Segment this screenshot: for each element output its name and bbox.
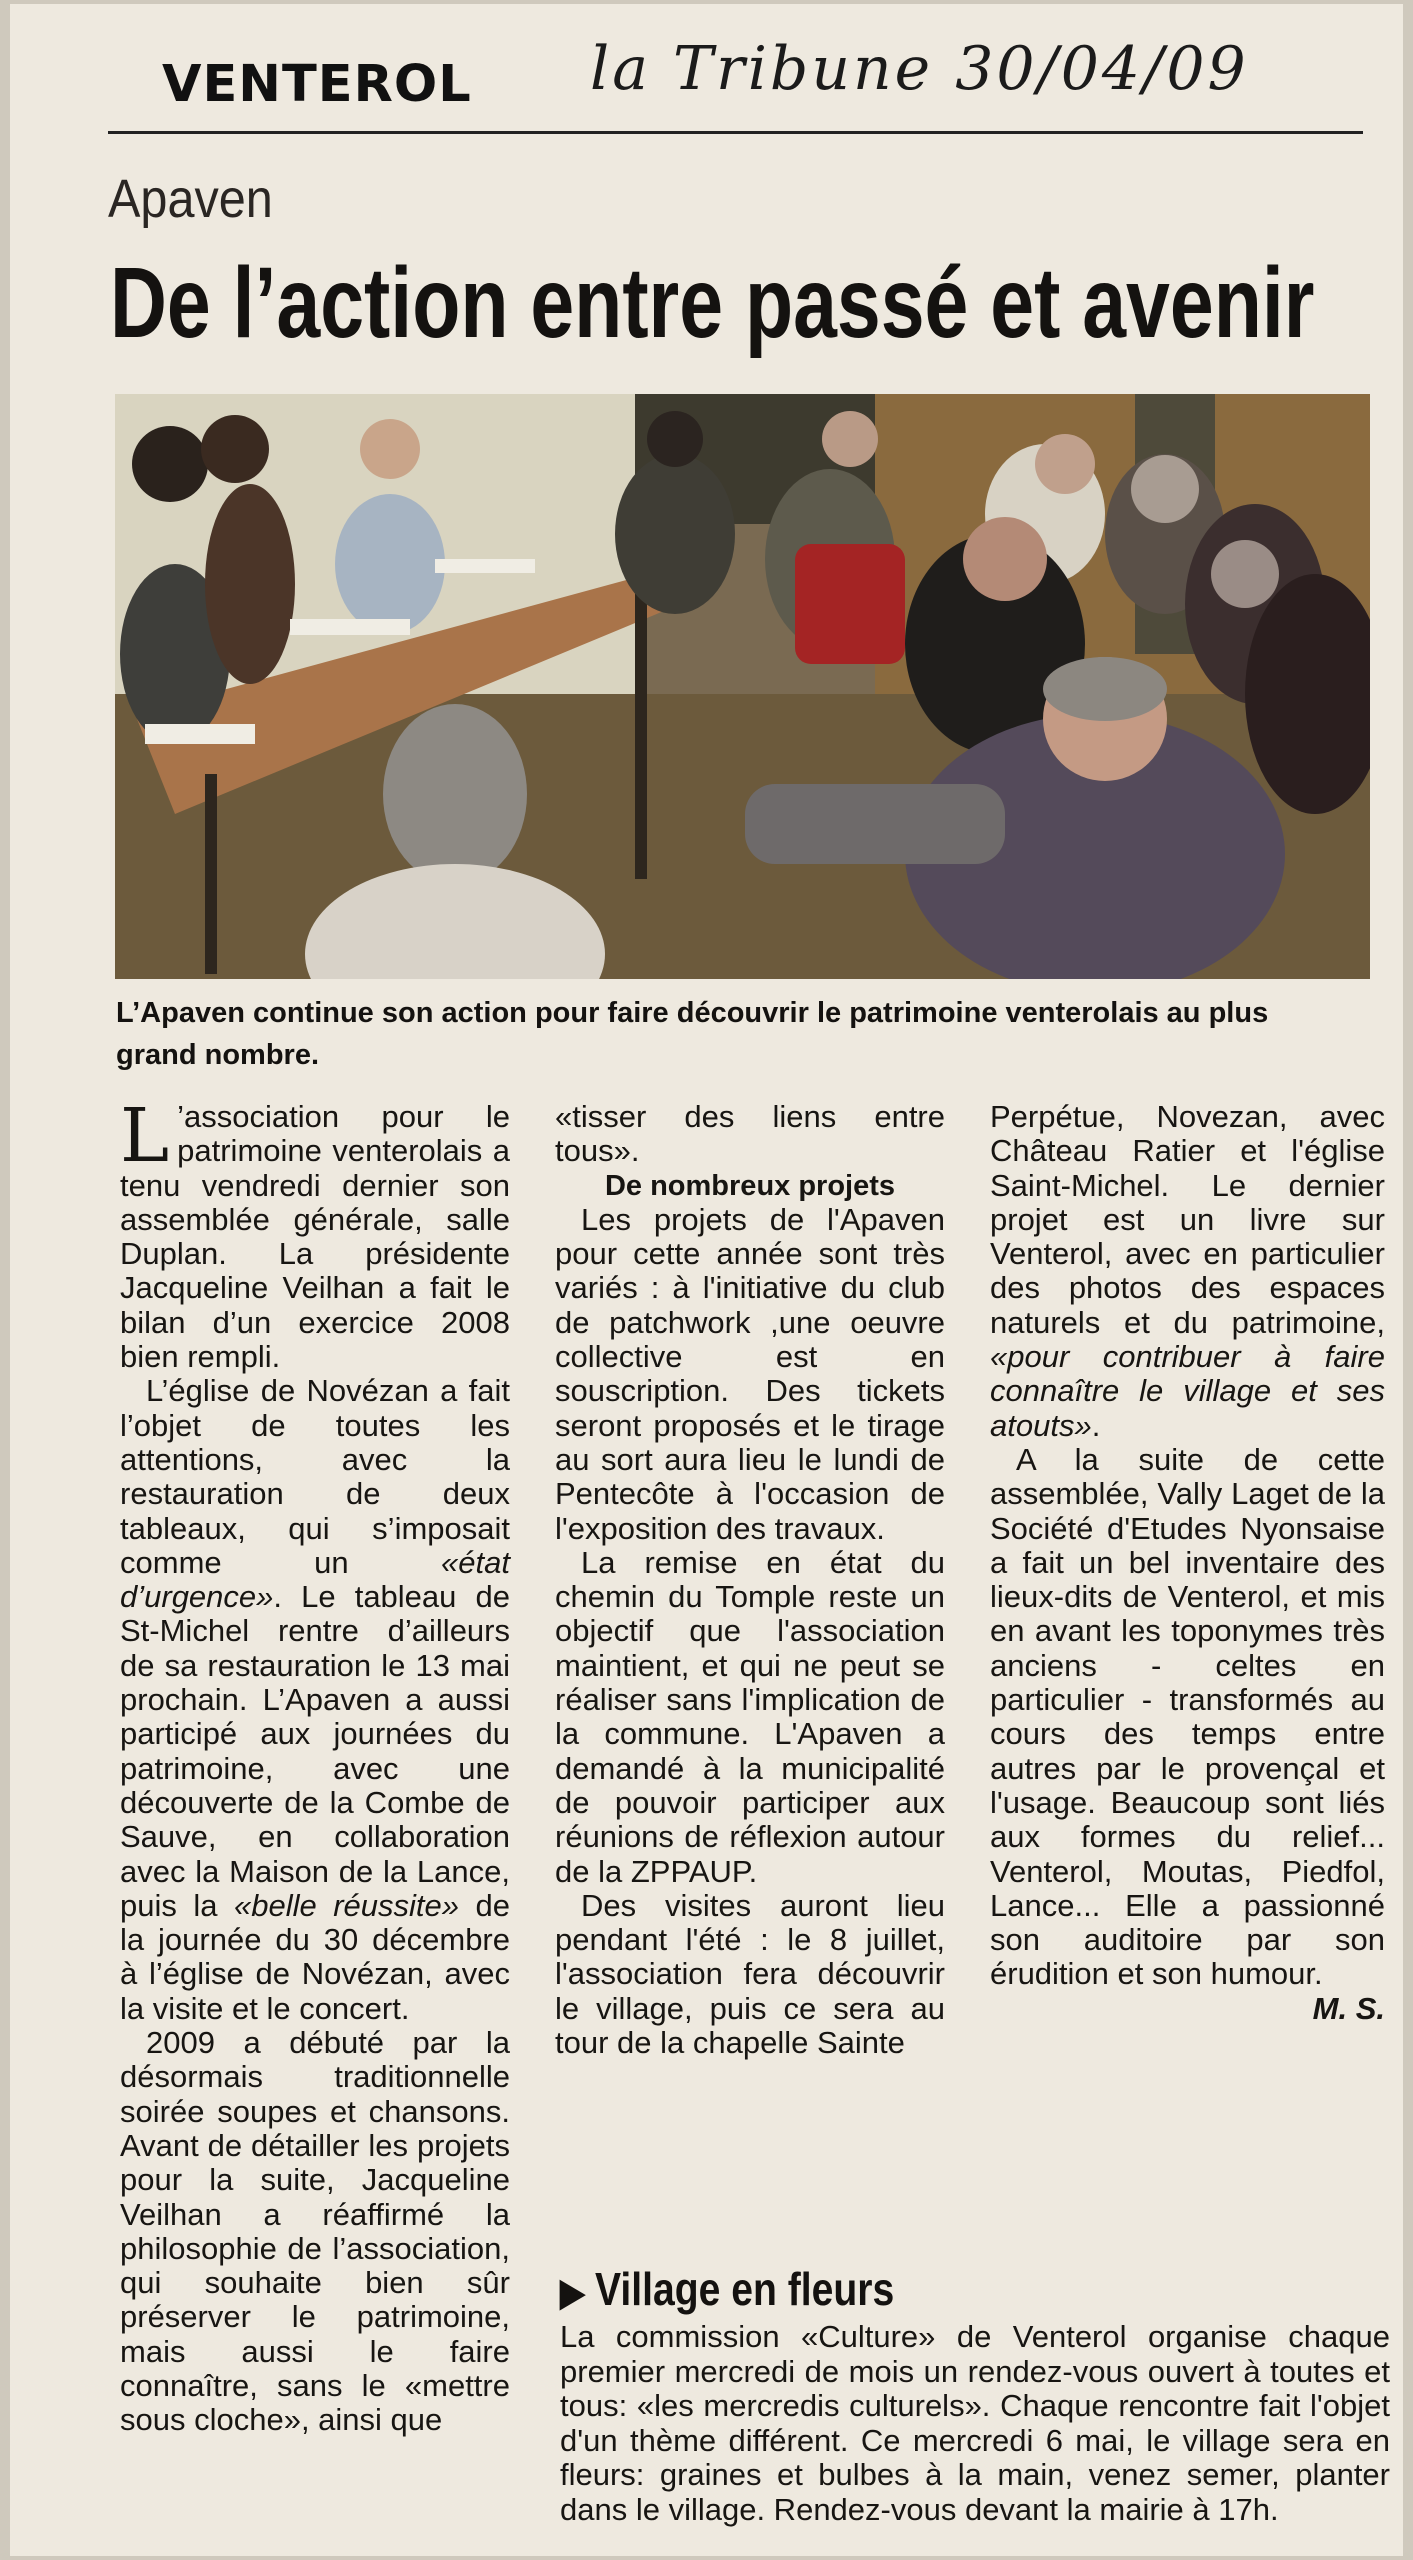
article-column-1: [120, 1093, 510, 2438]
paragraph: Des visites auront lieu pendant l'été : le 8 juillet, l'association fera découvrir le village, puis ce sera au tour de la chapelle Sainte: [555, 1887, 945, 2061]
author-initials: M. S.: [1312, 1990, 1385, 2026]
triangle-bullet-icon: ▶: [560, 2272, 585, 2314]
paragraph: 2009 a débuté par la désormais traditionnelle soirée soupes et chansons. Avant de détailler les projets pour la suite, Jacqueline Veilhan a réaffirmé la philosophie de l’association, qui souhaite bien sûr préserver le patrimoine, mais aussi le faire connaître, sans le «mettre sous cloche», ainsi que: [120, 2025, 510, 2438]
article-column-3: [990, 1100, 1385, 2026]
paragraph-text: de la journée du 30 décembre à l’église de Novézan, avec la visite et le concert.: [120, 1887, 510, 2026]
box-title: [560, 2262, 894, 2316]
box-title-text: Village en fleurs: [595, 2263, 895, 2315]
paragraph-text: Perpétue, Novezan, avec Château Ratier et l'église Saint-Michel. Le dernier projet est un livre sur Venterol, avec en particulier des photos des espaces naturels et du patrimoine,: [990, 1099, 1385, 1340]
paragraph-text: L’église de Novézan a fait l’objet de toutes les attentions, avec la restauration de deux tableaux, qui s’imposait comme un: [120, 1373, 510, 1580]
emphasis-text: «état d’urgence»: [120, 1544, 510, 1615]
paragraph: Les projets de l'Apaven pour cette année sont très variés : à l'initiative du club de patchwork ,une oeuvre collective est en souscription. Des tickets seront proposés et le tirage au sort aura lieu le lundi de Pentecôte à l'occasion de l'exposition des travaux.: [555, 1201, 945, 1546]
paragraph-text: . Le tableau de St-Michel rentre d’ailleurs de sa restauration le 13 mai prochain. L’Apaven a aussi participé aux journées du patrimoine, avec une découverte de la Combe de Sauve, en collaboration avec la Maison de la Lance, puis la: [120, 1579, 510, 1923]
handwritten-source-note: la Tribune 30/04/09: [590, 34, 1249, 104]
drop-cap: L: [120, 1093, 170, 1179]
subheading: De nombreux projets: [604, 1169, 896, 1202]
meeting-photo-illustration: [115, 394, 1370, 979]
paragraph: [120, 1093, 510, 1375]
paragraph: La remise en état du chemin du Tomple reste un objectif que l'association maintient, et qui ne peut se réaliser sans l'implication de la commune. L'Apaven a demandé à la municipalité de pouvoir participer aux réunions de réflexion autour de la ZPPAUP.: [555, 1544, 945, 1889]
box-body: La commission «Culture» de Venterol organise chaque premier mercredi de mois un rendez-vous ouvert à toutes et tous: «les mercredis culturels». Chaque rencontre fait l'objet d'un thème différent. Ce mercredi 6 mai, le village sera en fleurs: graines et bulbes à la main, venez semer, planter dans le village. Rendez-vous devant la mairie à 17h.: [560, 2319, 1390, 2527]
emphasis-text: «pour contribuer à faire connaître le village et ses atouts»: [990, 1339, 1385, 1443]
section-name: VENTEROL: [162, 55, 472, 114]
photo-caption: L’Apaven continue son action pour faire découvrir le patrimoine venterolais au plus grand nombre.: [116, 997, 1269, 1071]
header-rule: [108, 131, 1363, 134]
paragraph: «tisser des liens entre tous».: [555, 1099, 945, 1169]
paragraph: A la suite de cette assemblée, Vally Laget de la Société d'Etudes Nyonsaise a fait un bel inventaire des lieux-dits de Venterol, et mis en avant les toponymes très anciens - celtes en particulier - transformés au cours des temps entre autres par le provençal et l'usage. Beaucoup sont liés aux formes du relief... Venterol, Moutas, Piedfol, Lance... Elle a passionné son auditoire par son érudition et son humour.: [990, 1441, 1385, 1992]
paragraph-text: .: [1091, 1407, 1101, 1443]
article-column-2: [555, 1100, 945, 2060]
paragraph: [120, 1374, 510, 2026]
article-headline: De l’action entre passé et avenir: [110, 247, 1315, 359]
emphasis-text: «belle réussite»: [233, 1887, 459, 1923]
paragraph-text: ’association pour le patrimoine venterolais a tenu vendredi dernier son assemblée générale, salle Duplan. La présidente Jacqueline Veilhan a fait le bilan d’un exercice 2008 bien rempli.: [120, 1099, 510, 1375]
meeting-photo: [115, 394, 1370, 979]
paragraph: [990, 1100, 1385, 1443]
article-kicker: Apaven: [108, 169, 273, 229]
